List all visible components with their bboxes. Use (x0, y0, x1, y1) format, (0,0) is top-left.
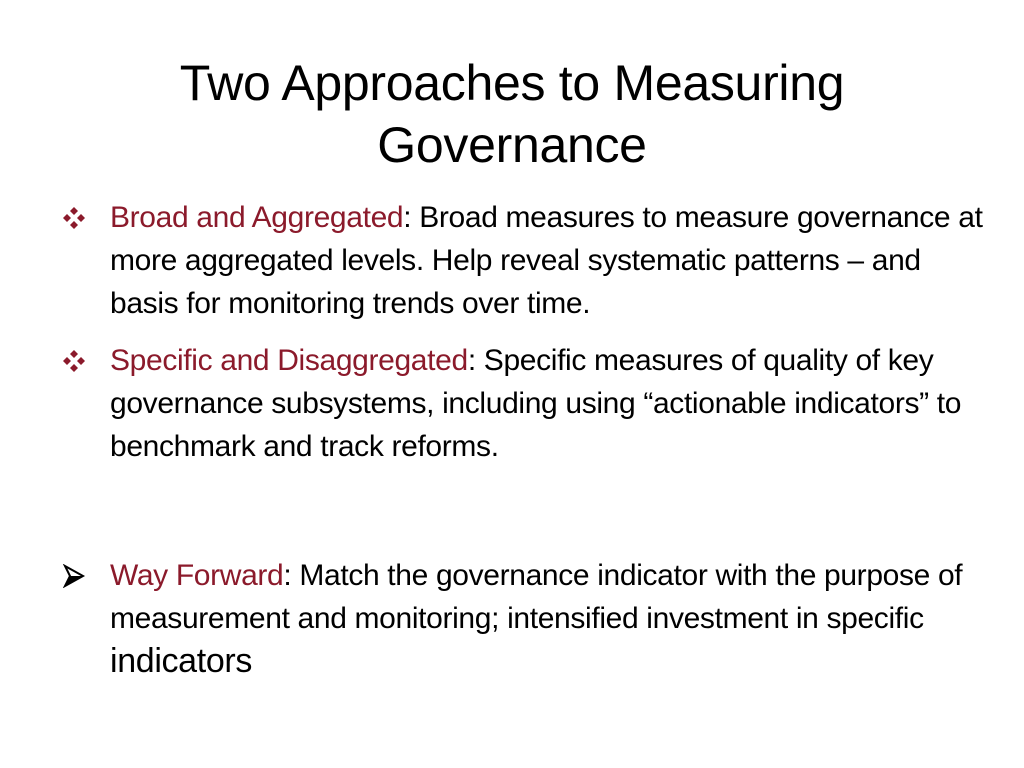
bullet-term: Broad and Aggregated (110, 201, 404, 234)
bullet-list (60, 196, 990, 684)
slide-title-line-1: Two Approaches to Measuring (179, 55, 845, 111)
bullet-text: : Match the governance indicator with the purpose of measurement and monitoring; intensified investment in specific (110, 559, 963, 635)
diamond-quad-bullet-icon (62, 339, 92, 382)
bullet-term: Way Forward (110, 559, 284, 592)
bullet-text: : Specific measures of quality of key governance subsystems, including using “actionable indicators” to benchmark and track reforms. (110, 344, 962, 463)
diamond-quad-bullet-icon (62, 196, 92, 239)
arrowhead-bullet-icon (62, 554, 92, 597)
bullet-text-large: indicators (110, 642, 253, 680)
slide-title-line-2: Governance (377, 117, 647, 173)
bullet-text: : Broad measures to measure governance at more aggregated levels. Help reveal systematic patterns – and basis for monitoring trends over time. (110, 201, 983, 320)
bullet-broad-and-aggregated (60, 196, 990, 325)
bullet-term: Specific and Disaggregated (110, 344, 468, 377)
bullet-way-forward (60, 554, 990, 684)
bullet-specific-and-disaggregated (60, 339, 990, 468)
slide-title (60, 52, 964, 176)
